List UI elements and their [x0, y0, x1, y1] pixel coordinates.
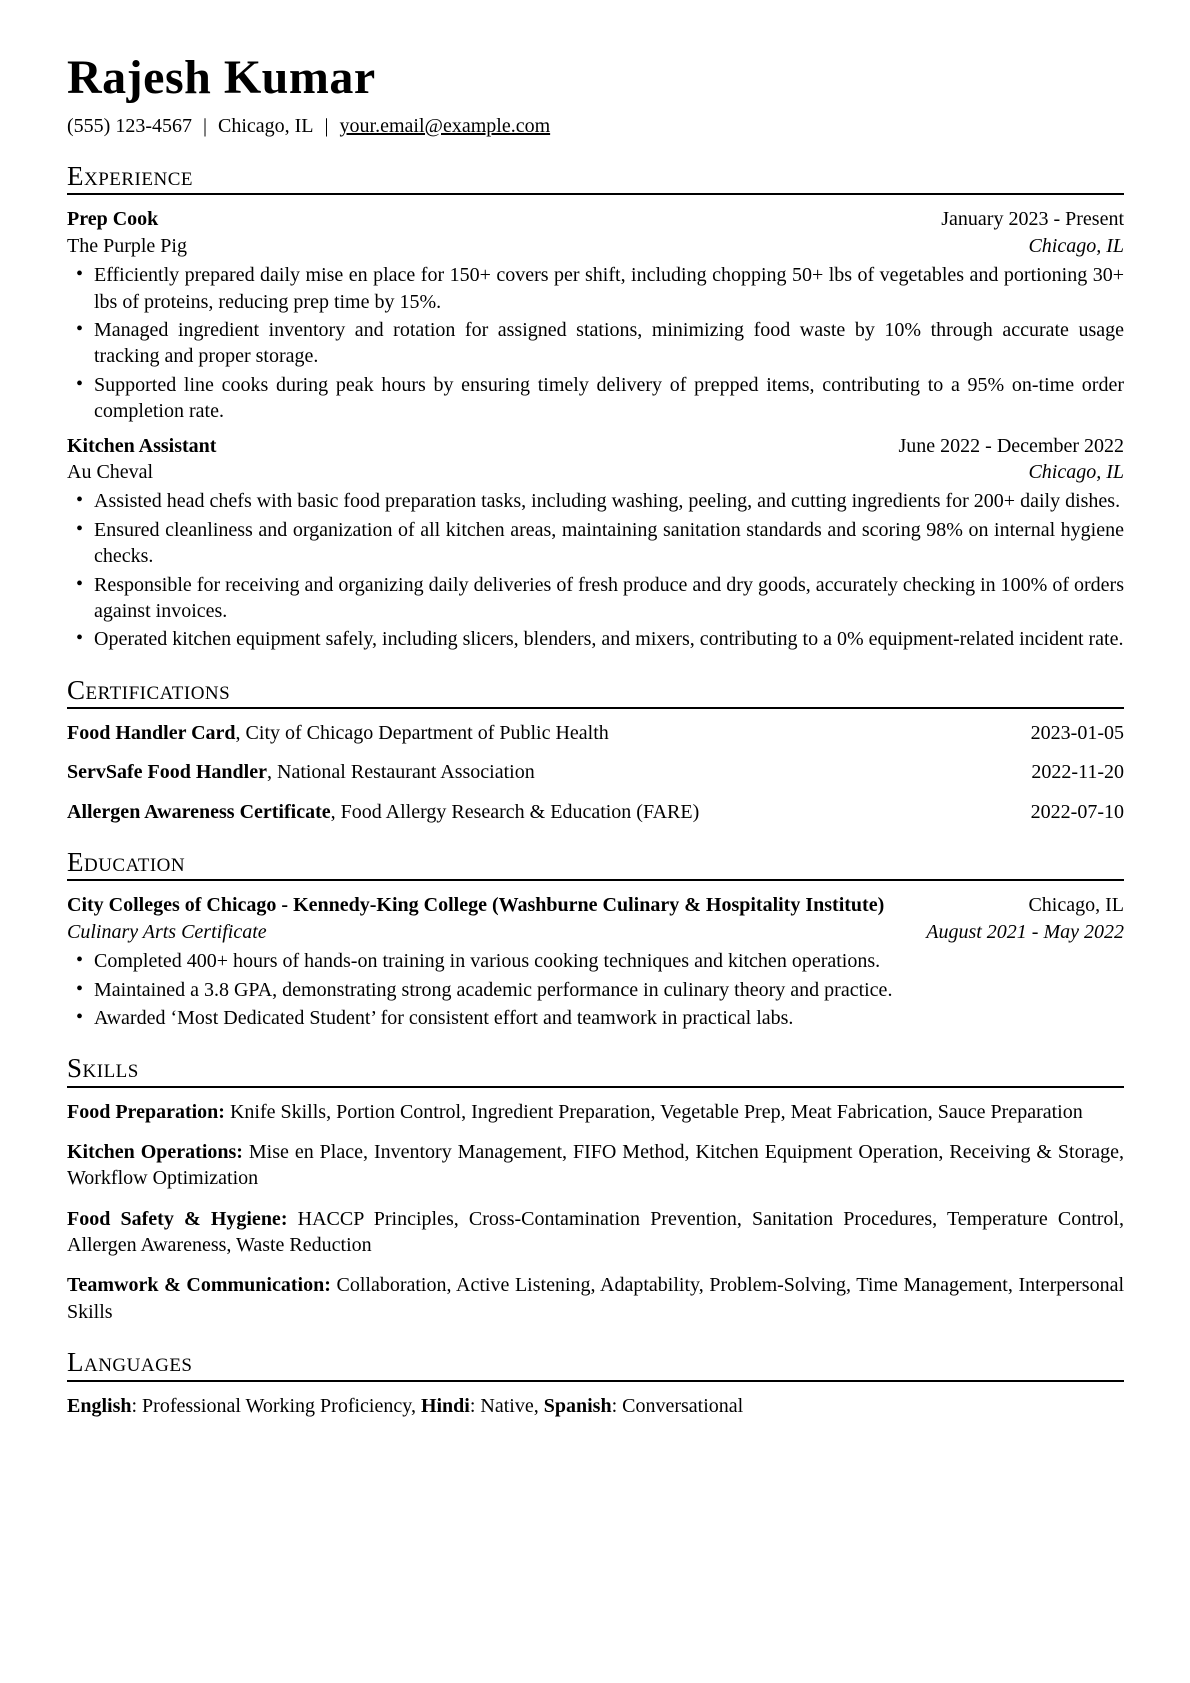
skill-category: Kitchen Operations: [67, 1140, 243, 1163]
certification-text [67, 799, 699, 825]
bullet-item: • Awarded ‘Most Dedicated Student’ for consistent effort and teamwork in practical labs. [67, 1005, 1124, 1031]
section-languages [67, 1347, 1124, 1419]
section-title-certifications: Certifications [67, 675, 1124, 709]
separator-bar: | [202, 114, 207, 137]
bullet-item: • Supported line cooks during peak hours by ensuring timely delivery of prepped items, contributing to a 95% on-time order completion rate. [67, 372, 1124, 425]
school-location: Chicago, IL [1028, 894, 1124, 917]
bullet-item: • Ensured cleanliness and organization of all kitchen areas, maintaining sanitation standards and scoring 98% on internal hygiene checks. [67, 517, 1124, 570]
certification-name: Allergen Awareness Certificate [67, 800, 331, 823]
certification-entry [67, 759, 1124, 785]
contact-location: Chicago, IL [218, 114, 314, 137]
certification-date: 2022-11-20 [1031, 761, 1124, 784]
email-link[interactable]: your.email@example.com [339, 114, 551, 137]
section-title-education: Education [67, 847, 1124, 881]
language-name: English [67, 1394, 132, 1417]
section-title-languages: Languages [67, 1347, 1124, 1381]
section-title-skills: Skills [67, 1053, 1124, 1087]
education-entry-header [67, 892, 1124, 918]
language-level: : Conversational [611, 1394, 744, 1417]
company-name: The Purple Pig [67, 234, 187, 257]
skill-group [67, 1139, 1124, 1192]
job-dates: June 2022 - December 2022 [898, 434, 1124, 457]
skill-list: Mise en Place, Inventory Management, FIFO Method, Kitchen Equipment Operation, Receiving & Storage, Workflow Optimization [67, 1140, 1124, 1190]
separator-bar: | [324, 114, 329, 137]
job-location: Chicago, IL [1028, 234, 1124, 257]
candidate-name: Rajesh Kumar [67, 51, 376, 104]
certification-issuer: , City of Chicago Department of Public Health [235, 721, 609, 744]
company-name: Au Cheval [67, 460, 154, 483]
degree-dates: August 2021 - May 2022 [926, 920, 1124, 943]
language-level: : Native, [469, 1394, 544, 1417]
bullet-item: • Responsible for receiving and organizing daily deliveries of fresh produce and dry goods, accurately checking in 100% of orders against invoices. [67, 572, 1124, 625]
bullet-item: • Assisted head chefs with basic food preparation tasks, including washing, peeling, and cutting ingredients for 200+ daily dishes. [67, 488, 1124, 514]
certification-issuer: , National Restaurant Association [267, 761, 535, 784]
job-role: Kitchen Assistant [67, 434, 217, 457]
phone-number: (555) 123-4567 [67, 114, 192, 137]
bullet-item: • Maintained a 3.8 GPA, demonstrating strong academic performance in culinary theory and practice. [67, 977, 1124, 1003]
job-role: Prep Cook [67, 208, 159, 231]
skill-category: Food Safety & Hygiene: [67, 1207, 288, 1230]
job-dates: January 2023 - Present [941, 208, 1124, 231]
certification-name: Food Handler Card [67, 721, 236, 744]
job-location: Chicago, IL [1028, 460, 1124, 483]
certification-entry [67, 799, 1124, 825]
section-experience [67, 161, 1124, 652]
skill-list: HACCP Principles, Cross-Contamination Prevention, Sanitation Procedures, Temperature Control, Allergen Awareness, Waste Reduction [67, 1207, 1124, 1257]
skill-group [67, 1272, 1124, 1325]
section-title-experience: Experience [67, 161, 1124, 195]
education-bullet-list [67, 948, 1124, 1031]
job-entry [67, 433, 1124, 653]
job-bullet-list [67, 262, 1124, 424]
job-bullet-list [67, 488, 1124, 652]
school-name: City Colleges of Chicago - Kennedy-King College (Washburne Culinary & Hospitality Institute) [67, 894, 885, 917]
skill-group [67, 1206, 1124, 1259]
section-skills [67, 1053, 1124, 1325]
degree-name: Culinary Arts Certificate [67, 920, 267, 943]
language-name: Spanish [543, 1394, 612, 1417]
bullet-item: • Managed ingredient inventory and rotation for assigned stations, minimizing food waste by 10% through accurate usage tracking and proper storage. [67, 317, 1124, 370]
job-entry [67, 206, 1124, 424]
skill-category: Food Preparation: [67, 1100, 225, 1123]
language-level: : Professional Working Proficiency, [131, 1394, 421, 1417]
skill-group [67, 1099, 1124, 1125]
certification-text [67, 759, 535, 785]
languages-line [67, 1393, 1124, 1419]
certification-entry [67, 720, 1124, 746]
skill-list: Knife Skills, Portion Control, Ingredient Preparation, Vegetable Prep, Meat Fabrication, Sauce Preparation [224, 1100, 1083, 1123]
language-name: Hindi [420, 1394, 470, 1417]
contact-line [67, 113, 1124, 139]
skill-category: Teamwork & Communication: [67, 1274, 331, 1297]
certification-name: ServSafe Food Handler [67, 761, 267, 784]
resume-header [67, 52, 1124, 139]
section-education [67, 847, 1124, 1031]
certification-issuer: , Food Allergy Research & Education (FARE) [330, 800, 700, 823]
bullet-item: • Operated kitchen equipment safely, including slicers, blenders, and mixers, contributing to a 0% equipment-related incident rate. [67, 626, 1124, 652]
skill-list: Collaboration, Active Listening, Adaptability, Problem-Solving, Time Management, Interpersonal Skills [67, 1274, 1124, 1323]
bullet-item: • Completed 400+ hours of hands-on training in various cooking techniques and kitchen operations. [67, 948, 1124, 974]
certification-date: 2022-07-10 [1030, 800, 1124, 823]
section-certifications [67, 675, 1124, 825]
certification-date: 2023-01-05 [1030, 721, 1124, 744]
certification-text [67, 720, 609, 746]
bullet-item: • Efficiently prepared daily mise en place for 150+ covers per shift, including chopping 50+ lbs of vegetables and portioning 30+ lbs of proteins, reducing prep time by 15%. [67, 262, 1124, 315]
